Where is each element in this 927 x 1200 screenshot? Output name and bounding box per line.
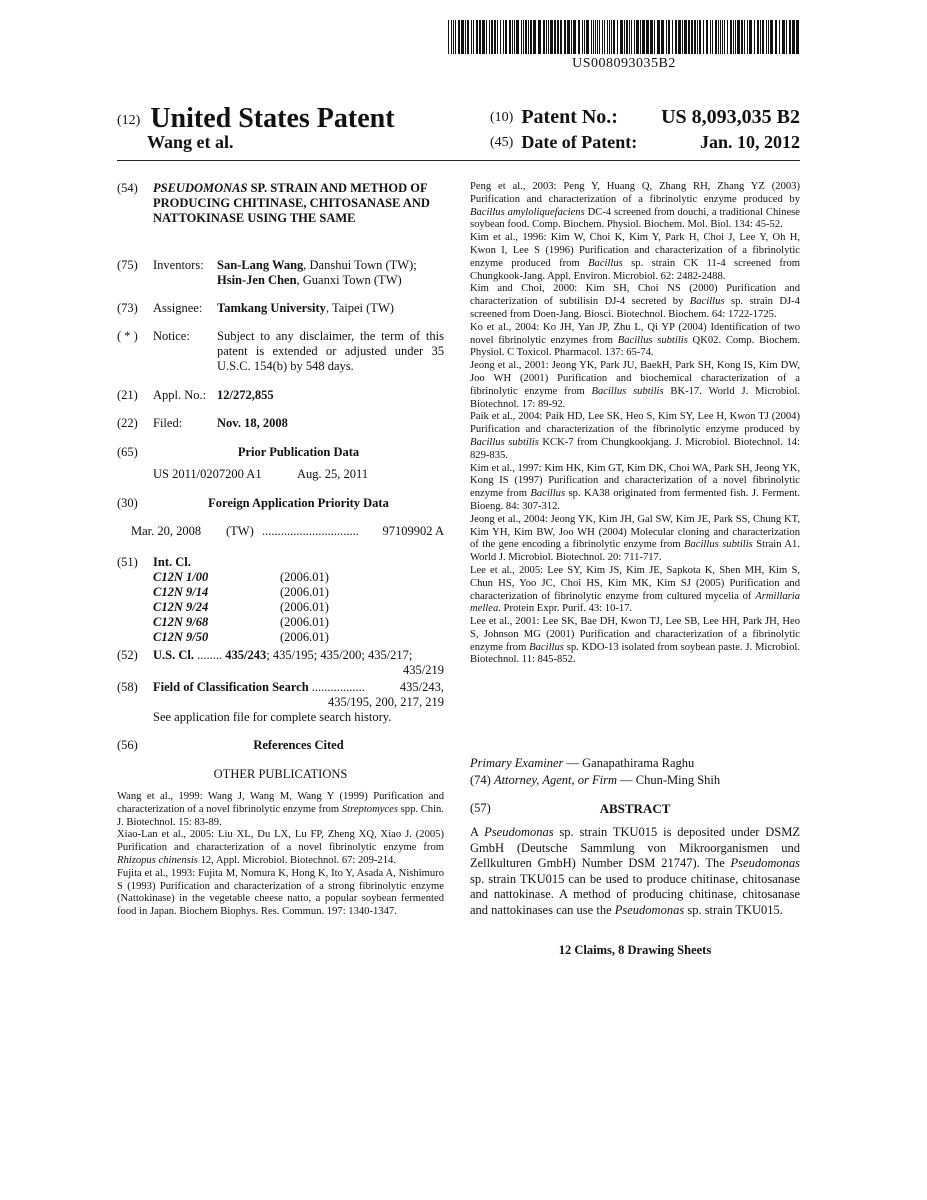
barcode-bar	[722, 20, 723, 54]
left-references	[117, 791, 444, 919]
barcode-bar	[620, 20, 623, 54]
barcode-bar	[599, 20, 600, 54]
appl-number: 12/272,855	[217, 388, 274, 402]
field-search	[117, 680, 444, 726]
intcl-version: (2006.01)	[280, 570, 329, 584]
barcode-bar	[744, 20, 745, 54]
patno-label: Patent No.:	[521, 106, 618, 128]
attorney-label: Attorney, Agent, or Firm	[493, 773, 617, 787]
intcl-version: (2006.01)	[280, 600, 329, 614]
barcode-bar	[720, 20, 721, 54]
barcode-bar	[455, 20, 456, 54]
abstract-heading: ABSTRACT	[599, 801, 671, 816]
barcode-bar	[762, 20, 764, 54]
barcode-bar	[636, 20, 639, 54]
examiner-label: Primary Examiner	[470, 756, 564, 770]
attorney	[470, 773, 720, 788]
intcl-version: (2006.01)	[280, 585, 329, 599]
uscl-line-1	[153, 648, 444, 663]
barcode-bar	[712, 20, 713, 54]
barcode-bar	[586, 20, 589, 54]
date-of-patent: Jan. 10, 2012	[699, 132, 800, 152]
attorney-code: (74)	[470, 773, 491, 787]
date-code: (45)	[490, 135, 514, 150]
prior-pub-date: Aug. 25, 2011	[297, 467, 369, 481]
foreign-dots: ...............................	[262, 524, 359, 538]
barcode-bar	[779, 20, 780, 54]
barcode-bar	[760, 20, 761, 54]
barcode-bar	[567, 20, 570, 54]
reference-item: Kim et al., 1997: Kim HK, Kim GT, Kim DK, Choi WA, Park SH, Jeong YK, Kong IS (1997) Purification and characterization of a novel fibrinolytic enzyme from Bacillus sp. KA38 originated from fermented fish. J. Ferment. Bioeng. 84: 307-312.	[470, 462, 800, 512]
foreign-code: (30)	[117, 496, 138, 510]
barcode-bar	[697, 20, 698, 54]
assignee-field	[117, 301, 444, 317]
notice-text: Subject to any disclaimer, the term of this patent is extended or adjusted under 35 U.S.C. 154(b) by 548 days.	[217, 329, 444, 373]
prior-pub-heading: Prior Publication Data	[237, 445, 360, 459]
barcode-bar	[530, 20, 532, 54]
primary-examiner	[470, 756, 694, 771]
barcode-bar	[634, 20, 635, 54]
uscl-label: U.S. Cl.	[153, 648, 194, 662]
filed-date: Nov. 18, 2008	[217, 416, 288, 430]
barcode-bar	[668, 20, 670, 54]
attorney-name: — Chun-Ming Shih	[616, 773, 721, 787]
field-search-value-2: 435/195, 200, 217, 219	[328, 695, 444, 709]
barcode-bar	[607, 20, 608, 54]
abstract-code: (57)	[470, 801, 491, 815]
barcode-bar	[661, 20, 664, 54]
barcode-bar	[672, 20, 673, 54]
other-publications-heading: OTHER PUBLICATIONS	[213, 767, 348, 781]
barcode-bar	[757, 20, 759, 54]
title-rest: SP. STRAIN AND METHOD OF PRODUCING CHITINASE, CHITOSANASE AND NATTOKINASE USING THE SAME	[153, 181, 430, 225]
foreign-date: Mar. 20, 2008	[131, 524, 202, 538]
barcode-bar	[694, 20, 696, 54]
barcode-bar	[640, 20, 641, 54]
barcode-bar	[486, 20, 487, 54]
inventor-2: Hsin-Jen Chen	[217, 273, 297, 287]
barcode-bar	[737, 20, 740, 54]
appl-code: (21)	[117, 388, 138, 402]
foreign-country: (TW)	[226, 524, 254, 538]
barcode-bar	[473, 20, 474, 54]
intcl-class: C12N 9/50	[153, 630, 209, 644]
title-italic: PSEUDOMONAS	[153, 181, 248, 195]
barcode-bar	[451, 20, 452, 54]
barcode-bar	[602, 20, 603, 54]
barcode-bar	[560, 20, 562, 54]
patent-type	[117, 103, 395, 135]
reference-item: Lee et al., 2005: Lee SY, Kim JS, Kim JE, Sapkota K, Shen MH, Kim S, Chun HS, Yoo JC, Choi HS, Kim MK, Kim SJ (2005) Purification and characterization of fibrinolytic enzyme from cultured mycelia of Armillaria mellea. Protein Expr. Purif. 43: 10-17.	[470, 564, 800, 615]
intcl-row	[153, 615, 353, 630]
barcode-bar	[491, 20, 493, 54]
barcode-bar	[654, 20, 655, 54]
barcode-bar	[546, 20, 547, 54]
barcode-bar	[766, 20, 767, 54]
header-divider	[117, 160, 800, 161]
foreign-number: 97109902 A	[382, 524, 444, 538]
barcode-bar	[789, 20, 791, 54]
intcl-row	[153, 570, 353, 585]
field-search-note: See application file for complete search history.	[153, 710, 392, 724]
inventor-1: San-Lang Wang	[217, 258, 304, 272]
intcl-row	[153, 585, 353, 600]
filed-field	[117, 416, 444, 432]
barcode-bar	[512, 20, 513, 54]
barcode-bar	[770, 20, 773, 54]
barcode-bar	[684, 20, 687, 54]
uscl-primary: 435/243	[225, 648, 267, 662]
barcode-bar	[754, 20, 755, 54]
assignee-name: Tamkang University	[217, 301, 326, 315]
right-references	[470, 181, 800, 667]
barcode-bar	[730, 20, 732, 54]
barcode-bar	[796, 20, 799, 54]
barcode-bar	[604, 20, 605, 54]
barcode-bar	[703, 20, 704, 54]
intcl-class: C12N 9/24	[153, 600, 209, 614]
barcode-bar	[650, 20, 653, 54]
prior-pub-number: US 2011/0207200 A1	[153, 467, 262, 481]
barcode-bar	[458, 20, 460, 54]
reference-item: Lee et al., 2001: Lee SK, Bae DH, Kwon TJ, Lee SB, Lee HH, Park JH, Heo S, Johnson MG (2001) Purification and characterization of a fibrinolytic enzyme from Bacillus sp. KDO-13 isolated from soybean paste. J. Microbiol. Biotechnol. 11: 845-852.	[470, 616, 800, 666]
inventor-2-location: , Guanxi Town (TW)	[296, 273, 402, 287]
barcode-bar	[718, 20, 719, 54]
date-label: Date of Patent:	[521, 132, 638, 152]
appl-label: Appl. No.:	[153, 388, 207, 402]
barcode-bar	[688, 20, 690, 54]
barcode-bar	[533, 20, 536, 54]
intcl-version: (2006.01)	[280, 630, 329, 644]
barcode-bar	[646, 20, 649, 54]
patno-code: (10)	[490, 110, 514, 125]
barcode-bar	[624, 20, 625, 54]
barcode-bar	[593, 20, 594, 54]
barcode-bar	[550, 20, 553, 54]
uscl-dots: ........	[197, 648, 223, 662]
barcode-bar	[691, 20, 693, 54]
barcode-bar	[497, 20, 498, 54]
barcode-bar	[657, 20, 660, 54]
filed-code: (22)	[117, 416, 138, 430]
barcode-bar	[471, 20, 472, 54]
references-code: (56)	[117, 738, 138, 752]
reference-item: Wang et al., 1999: Wang J, Wang M, Wang Y (1999) Purification and characterization of a novel fibrinolytic enzyme from Streptomyces spp. Chin. J. Biotechnol. 15: 83-89.	[117, 791, 444, 828]
field-search-value-1: 435/243,	[399, 680, 444, 694]
barcode-bar	[500, 20, 501, 54]
barcode-bar	[706, 20, 708, 54]
uscl-rest: ; 435/195; 435/200; 435/217;	[266, 648, 413, 662]
barcode-bar	[521, 20, 522, 54]
barcode-bar	[666, 20, 667, 54]
barcode-bar	[461, 20, 464, 54]
patent-number-row	[490, 106, 800, 129]
reference-item: Paik et al., 2004: Paik HD, Lee SK, Heo S, Kim SY, Lee H, Kwon TJ (2004) Purification and characterization of the fibrinolytic enzyme produced by Bacillus subtilis KCK-7 from Chungkookjang. J. Microbiol. Biotechnol. 14: 829-835.	[470, 411, 800, 461]
reference-item: Kim et al., 1996: Kim W, Choi K, Kim Y, Park H, Choi J, Lee Y, Oh H, Kwon I, Lee S (1996) Purification and characterization of a fibrinolytic enzyme produced from Bacillus sp. strain CK 11-4 screened from Chungkook-Jang. Appl. Environ. Microbiol. 62: 2482-2488.	[470, 232, 800, 282]
intcl-row	[153, 630, 353, 645]
barcode-bar	[595, 20, 596, 54]
reference-item: Xiao-Lan et al., 2005: Liu XL, Du LX, Lu FP, Zheng XQ, Xiao J. (2005) Purification and characterization of a novel fibrinolytic enzyme from Rhizopus chinensis 12, Appl. Microbiol. Biotechnol. 67: 209-214.	[117, 829, 444, 866]
barcode-bar	[465, 20, 466, 54]
inventors-label: Inventors:	[153, 258, 204, 272]
intcl-row	[153, 600, 353, 615]
barcode-bar	[489, 20, 490, 54]
assignee-value	[217, 301, 444, 316]
date-of-patent-row	[490, 132, 800, 153]
barcode-bar	[509, 20, 511, 54]
barcode-bar	[564, 20, 566, 54]
barcode-bar	[675, 20, 677, 54]
foreign-heading: Foreign Application Priority Data	[208, 496, 389, 510]
barcode-bar	[613, 20, 615, 54]
type-code: (12)	[117, 113, 141, 128]
barcode-bar	[448, 20, 449, 54]
inventor-1-location: , Danshui Town (TW);	[303, 258, 417, 272]
barcode-bar	[682, 20, 683, 54]
barcode-bar	[582, 20, 583, 54]
barcode-bar	[710, 20, 711, 54]
barcode-bar	[494, 20, 496, 54]
barcode-bar	[792, 20, 795, 54]
claims-summary: 12 Claims, 8 Drawing Sheets	[558, 943, 712, 957]
barcode-bar	[741, 20, 743, 54]
barcode-bar	[516, 20, 519, 54]
barcode-bar	[482, 20, 485, 54]
barcode-bar	[528, 20, 529, 54]
barcode-bar	[543, 20, 545, 54]
barcode-bar	[735, 20, 736, 54]
barcode-bar	[775, 20, 777, 54]
barcode-bar	[467, 20, 469, 54]
barcode-bar	[578, 20, 580, 54]
barcode-bar	[571, 20, 572, 54]
barcode-bar	[548, 20, 549, 54]
barcode-bar	[626, 20, 628, 54]
field-search-code: (58)	[117, 680, 138, 694]
barcode-bar	[609, 20, 610, 54]
title-field	[117, 181, 444, 243]
barcode-bar	[747, 20, 748, 54]
barcode-bar	[573, 20, 576, 54]
reference-item: Jeong et al., 2001: Jeong YK, Park JU, BaekH, Park SH, Kong IS, Kim DW, Joo WH (2001) Purification and biochemical characterization of a fibrinolytic enzyme from Bacillus subtilis BK-17. World J. Microbiol. Biotechnol. 17: 89-92.	[470, 360, 801, 410]
prior-pub-code: (65)	[117, 445, 138, 459]
filed-label: Filed:	[153, 416, 183, 430]
barcode-bar	[597, 20, 598, 54]
barcode-bar	[631, 20, 632, 54]
field-search-line-1	[153, 680, 365, 695]
appl-field	[117, 388, 444, 404]
field-search-dots: .................	[311, 680, 365, 694]
barcode-bar	[724, 20, 725, 54]
barcode-bar	[453, 20, 454, 54]
barcode-bar	[715, 20, 717, 54]
barcode-number: US008093035B2	[572, 56, 676, 71]
barcode-bar	[584, 20, 585, 54]
barcode	[448, 20, 800, 54]
notice-label: Notice:	[153, 329, 190, 343]
barcode-bar	[554, 20, 556, 54]
intcl-class: C12N 9/14	[153, 585, 209, 599]
barcode-bar	[727, 20, 728, 54]
barcode-bar	[782, 20, 785, 54]
intcl-class: C12N 1/00	[153, 570, 209, 584]
barcode-bar	[629, 20, 630, 54]
inventors-value	[217, 258, 444, 288]
reference-item: Jeong et al., 2004: Jeong YK, Kim JH, Gal SW, Kim JE, Park SS, Chung KT, Kim YH, Kim BW, Joo WH (2004) Molecular cloning and characterization of the gene encoding a fibrinolytic enzyme from Bacillus subtilis Strain A1. World J. Microbiol. Biotechnol. 20: 711-717.	[470, 513, 800, 564]
authors: Wang et al.	[147, 132, 234, 152]
barcode-bar	[557, 20, 559, 54]
uscl-field	[117, 648, 444, 680]
barcode-bar	[505, 20, 507, 54]
intcl-field	[117, 555, 444, 571]
barcode-bar	[476, 20, 478, 54]
patent-number: US 8,093,035 B2	[661, 106, 800, 128]
reference-item: Ko et al., 2004: Ko JH, Yan JP, Zhu L, Qi YP (2004) Identification of two novel fibrinolytic enzymes from Bacillus subtilis QK02. Comp. Biochem. Physiol. C Toxicol. Pharmacol. 137: 65-74.	[470, 321, 800, 359]
barcode-bar	[749, 20, 752, 54]
references-heading: References Cited	[253, 738, 344, 752]
intcl-class: C12N 9/68	[153, 615, 209, 629]
invention-title	[153, 181, 444, 226]
barcode-bar	[678, 20, 681, 54]
title-code: (54)	[117, 181, 138, 195]
barcode-bar	[699, 20, 701, 54]
barcode-bar	[523, 20, 524, 54]
uscl-line-2: 435/219	[403, 663, 444, 677]
assignee-location: , Taipei (TW)	[325, 301, 394, 315]
intcl-version: (2006.01)	[280, 615, 329, 629]
inventors-code: (75)	[117, 258, 138, 272]
abstract-text: A Pseudomonas sp. strain TKU015 is deposited under DSMZ GmbH (Deutsche Sammlung von Mikroorganismen und Zellkulturen GmbH) Number DSM 21747). The Pseudomonas sp. strain TKU015 can be used to produce chitinase, chitosanase and nattokinase. A method of producing chitinase, chitosanase and nattokinases can use the Pseudomonas sp. strain TKU015.	[470, 825, 800, 917]
barcode-bar	[538, 20, 541, 54]
reference-item: Kim and Choi, 2000: Kim SH, Choi NS (2000) Purification and characterization of subtilisin DJ-4 secreted by Bacillus sp. strain DJ-4 screened from Doen-Jang. Biosci. Biotechnol. Biochem. 64: 1722-1725.	[470, 283, 801, 320]
barcode-bar	[768, 20, 769, 54]
intcl-label: Int. Cl.	[153, 555, 191, 569]
examiner-name: — Ganapathirama Raghu	[563, 756, 695, 770]
barcode-bar	[514, 20, 515, 54]
inventors-field	[117, 258, 444, 290]
reference-item: Peng et al., 2003: Peng Y, Huang Q, Zhang RH, Zhang YZ (2003) Purification and characterization of a fibrinolytic enzyme produced by Bacillus amyloliquefaciens DC-4 screened from douchi, a traditional Chinese soybean food. Comp. Biochem. Physiol. Biochem. Mol. Biol. 134: 45-52.	[470, 181, 801, 231]
notice-code: ( * )	[117, 329, 138, 343]
barcode-bar	[479, 20, 481, 54]
barcode-bar	[786, 20, 787, 54]
patent-type-text: United States Patent	[150, 103, 395, 134]
barcode-bar	[642, 20, 645, 54]
barcode-bar	[525, 20, 527, 54]
barcode-bar	[733, 20, 734, 54]
barcode-bar	[591, 20, 592, 54]
reference-item: Fujita et al., 1993: Fujita M, Nomura K, Hong K, Ito Y, Asada A, Nishimuro S (1993) Purification and characterization of a strong fibrinolytic enzyme (Nattokinase) in the vegetable cheese natto, a popular soybean fermented food in Japan. Biochem Biophys. Res. Commun. 197: 1340-1347.	[117, 867, 444, 918]
barcode-bar	[617, 20, 618, 54]
field-search-label: Field of Classification Search	[153, 680, 309, 694]
assignee-code: (73)	[117, 301, 138, 315]
notice-field	[117, 329, 444, 375]
barcode-bar	[503, 20, 504, 54]
intcl-code: (51)	[117, 555, 138, 569]
assignee-label: Assignee:	[153, 301, 203, 315]
barcode-bar	[611, 20, 612, 54]
uscl-code: (52)	[117, 648, 138, 662]
